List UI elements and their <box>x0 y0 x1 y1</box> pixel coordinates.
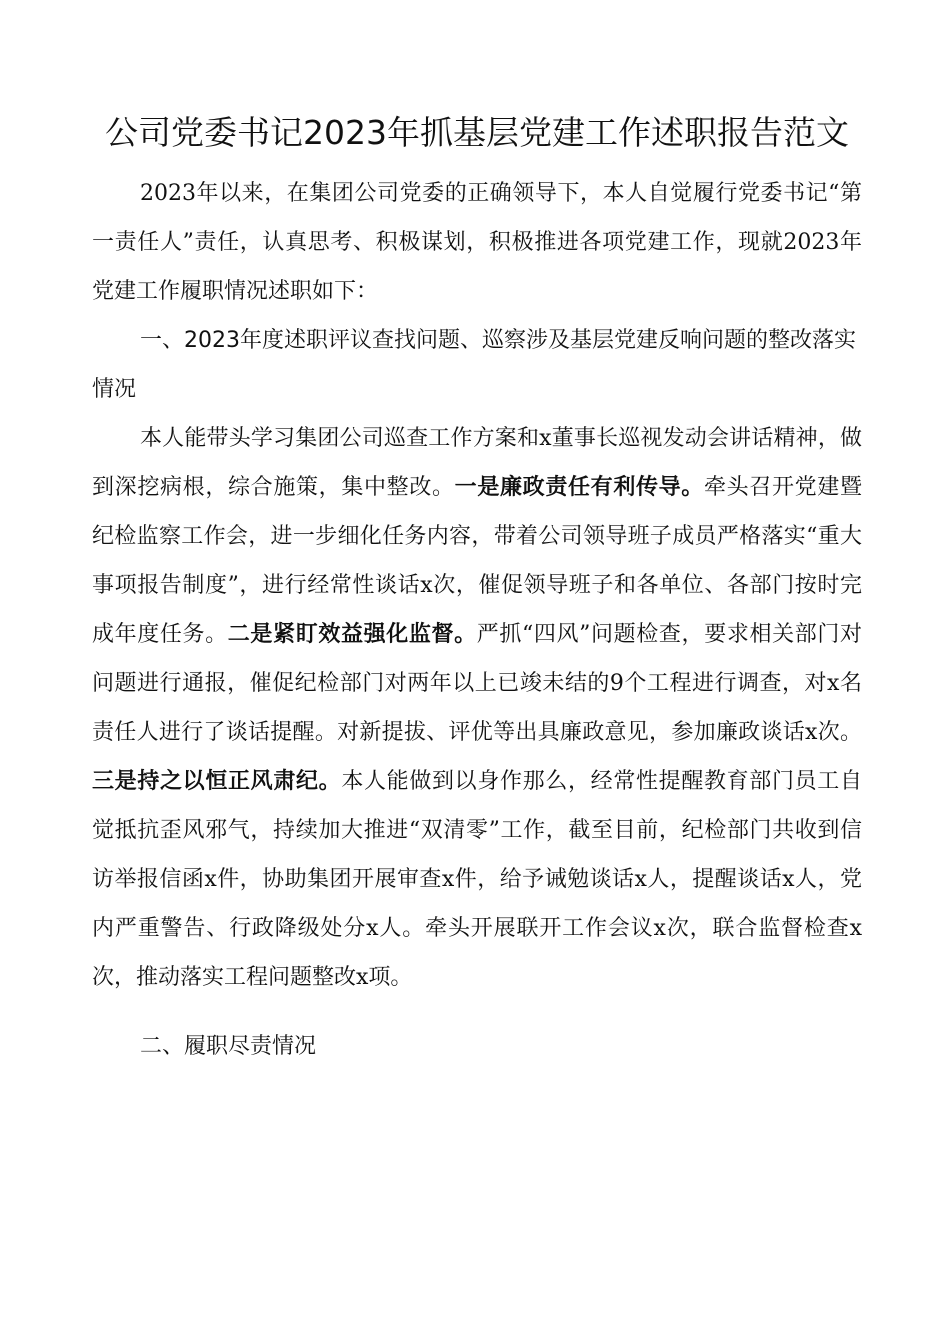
point-3-heading: 三是持之以恒正风肃纪。 <box>92 769 342 794</box>
section-1-opening-text: 本人能带头学习集团公司巡查工作方案和x董事长巡视发动会讲话精神，做到深挖病根，综合施策，集中整改。 <box>92 426 862 500</box>
section-2-heading: 二、履职尽责情况 <box>140 1034 317 1059</box>
document-page <box>92 0 862 1071</box>
point-1-text: 牵头召开党建暨纪检监察工作会，进一步细化任务内容，带着公司领导班子成员严格落实“重大事项报告制度”，进行经常性谈话x次，催促领导班子和各单位、各部门按时完成年度任务。 <box>92 475 862 647</box>
section-1-paragraph <box>92 414 862 1002</box>
point-2-heading: 二是紧盯效益强化监督。 <box>227 622 477 647</box>
point-3-text: 本人能做到以身作那么，经常性提醒教育部门员工自觉抵抗歪风邪气，持续加大推进“双清零”工作，截至目前，纪检部门共收到信访举报信函x件，协助集团开展审查x件，给予诫勉谈话x人，提醒谈话x人，党内严重警告、行政降级处分x人。牵头开展联开工作会议x次，联合监督检查x次，推动落实工程问题整改x项。 <box>92 769 862 990</box>
point-1-heading: 一是廉政责任有利传导。 <box>454 475 704 500</box>
document-title: 公司党委书记2023年抓基层党建工作述职报告范文 <box>105 113 849 152</box>
intro-paragraph: 2023年以来，在集团公司党委的正确领导下，本人自觉履行党委书记“第一责任人”责任，认真思考、积极谋划，积极推进各项党建工作，现就2023年党建工作履职情况述职如下： <box>92 181 862 304</box>
section-1-heading: 一、2023年度述职评议查找问题、巡察涉及基层党建反响问题的整改落实情况 <box>92 328 856 402</box>
point-2-text: 严抓“四风”问题检查，要求相关部门对问题进行通报，催促纪检部门对两年以上已竣未结的9个工程进行调查，对x名责任人进行了谈话提醒。对新提拔、评优等出具廉政意见，参加廉政谈话x次。 <box>92 622 862 745</box>
